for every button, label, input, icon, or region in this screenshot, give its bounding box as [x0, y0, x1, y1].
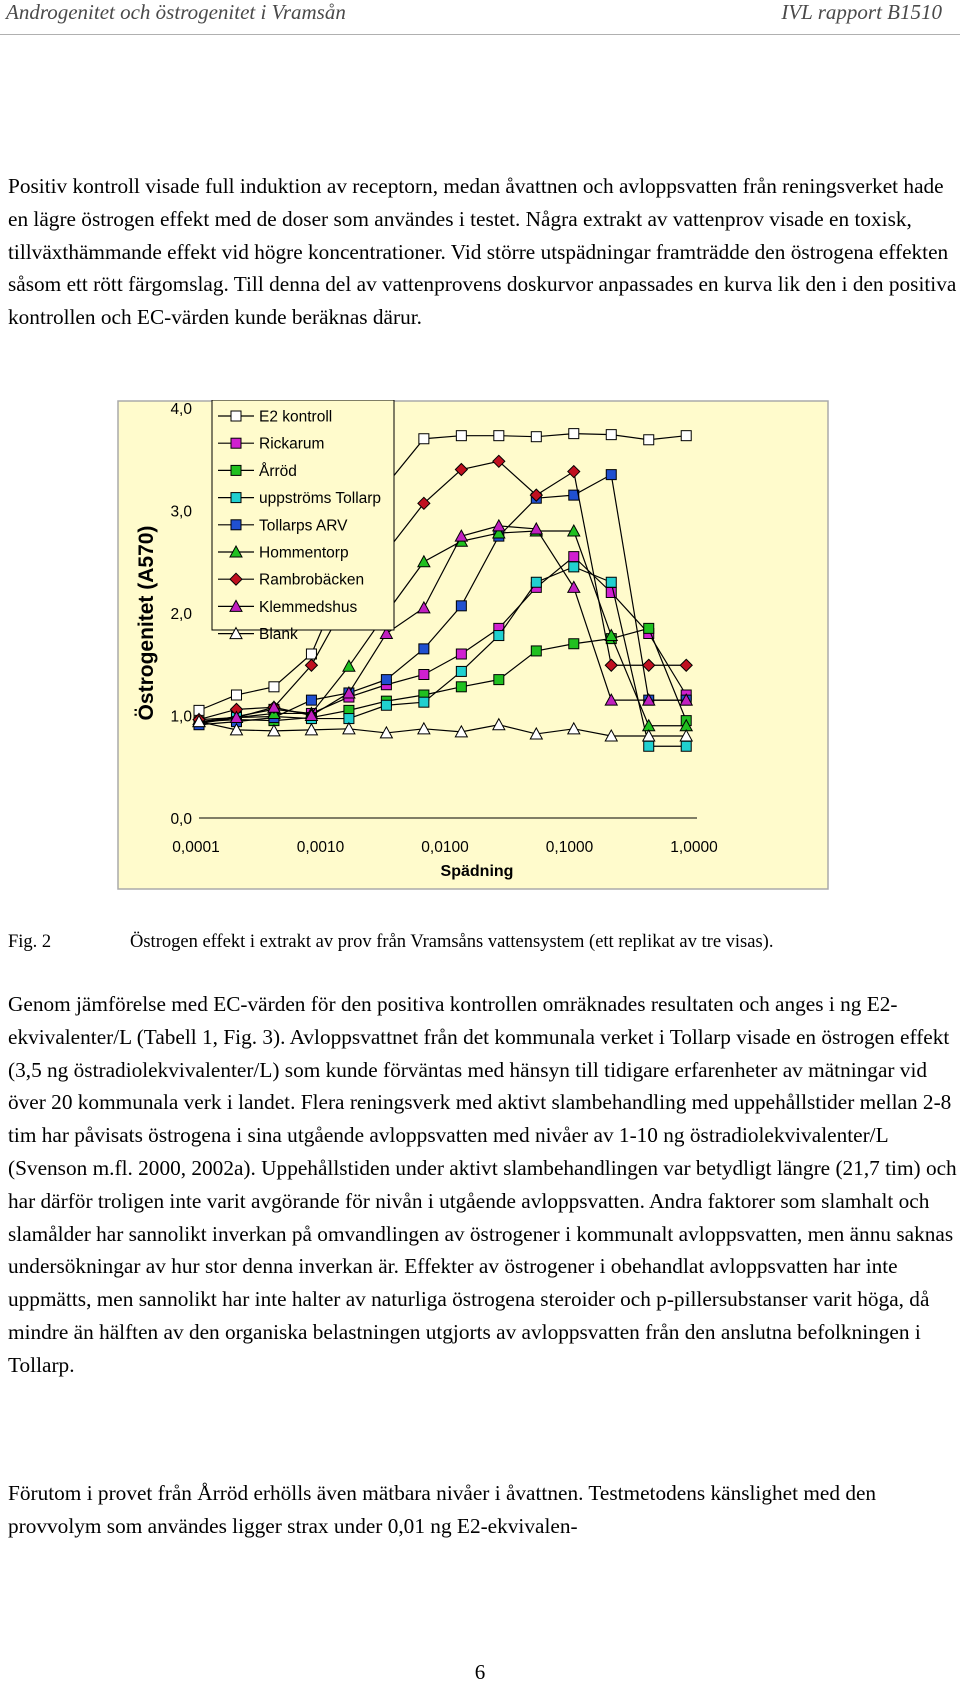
- legend-label: Blank: [259, 626, 298, 644]
- x-tick-label: 1,0000: [670, 839, 718, 856]
- data-point-tollarps-arv: [419, 644, 429, 654]
- data-point-rickarum: [419, 670, 429, 680]
- data-point--rr-d: [456, 682, 466, 692]
- data-point-e2-kontroll: [456, 431, 466, 441]
- data-point-uppstr-ms-tollarp: [681, 741, 691, 751]
- data-point-uppstr-ms-tollarp: [606, 577, 616, 587]
- x-tick-label: 0,0001: [172, 839, 220, 856]
- paragraph-sensitivity: Förutom i provet från Årröd erhölls även mätbara nivåer i åvattnen. Testmetodens känslighet med den provvolym som användes ligger strax under 0,01 ng E2-ekvivalen-: [8, 1481, 877, 1538]
- legend-label: Rambrobäcken: [259, 571, 365, 589]
- data-point-tollarps-arv: [606, 470, 616, 480]
- data-point--rr-d: [644, 623, 654, 633]
- y-tick-label: 1,0: [170, 708, 192, 726]
- x-tick-label: 0,1000: [545, 839, 594, 856]
- data-point-e2-kontroll: [606, 430, 616, 440]
- figure-caption: Östrogen effekt i extrakt av prov från Vramsåns vattensystem (ett replikat av tre visas).: [130, 932, 774, 952]
- running-header-report: IVL rapport B1510: [781, 0, 942, 24]
- y-axis-title: Östrogenitet (A570): [135, 525, 158, 721]
- data-point-e2-kontroll: [269, 682, 279, 692]
- legend-label: uppströms Tollarp: [259, 490, 382, 508]
- figure-chart: [117, 400, 829, 890]
- page-number: 6: [474, 1660, 486, 1684]
- legend-marker: [231, 438, 241, 448]
- legend-marker: [231, 465, 241, 475]
- x-tick-label: 0,0100: [421, 839, 469, 856]
- legend-marker: [231, 493, 241, 503]
- data-point-e2-kontroll: [531, 432, 541, 442]
- data-point-e2-kontroll: [306, 649, 316, 659]
- legend-label: Klemmedshus: [259, 598, 358, 616]
- data-point-rickarum: [569, 552, 579, 562]
- x-tick-label: 0,0010: [296, 839, 345, 856]
- paragraph-results: Genom jämförelse med EC-värden för den positiva kontrollen omräknades resultaten och anges i ng E2-ekvivalenter/L (Tabell 1, Fig. 3). Avloppsvattnet från det kommunala verket i Tollarp visade en östrogen effekt (3,5 ng östradiolekvivalenter/L) som kunde förväntas med hänsyn till tidigare erfarenheter av mätningar vid över 20 kommunala verk i landet. Flera reningsverk med aktivt slambehandling med uppehållstider mellan 2-8 tim har påvisats östrogena i sina utgående avloppsvatten med nivåer av 1-10 ng östradiolekvivalenter/L (Svenson m.fl. 2000, 2002a). Uppehållstiden under aktivt slambehandlingen var betydligt längre (21,7 tim) och har därför troligen inte varit avgörande för nivån i utgående avloppsvatten. Andra faktorer som slamhalt och slamålder har sannolikt inverkan på omvandlingen av östrogener i kommunalt avloppsvatten, men ännu saknas undersökningar av hur stor denna inverkan är. Effekter av östrogener i obehandlat avloppsvatten har inte uppmätts, men sannolikt har inte halter av naturliga östrogena steroider och p-pillersubstanser varit höga, då mindre än hälften av den organiska belastningen utgjorts av avloppsvatten från den anslutna befolkningen i Tollarp.: [8, 992, 957, 1377]
- legend-label: Tollarps ARV: [259, 517, 348, 535]
- running-header-title: Androgenitet och östrogenitet i Vramsån: [6, 0, 346, 24]
- legend-label: Hommentorp: [259, 544, 349, 562]
- data-point-rickarum: [456, 649, 466, 659]
- chart-svg: [117, 400, 829, 890]
- data-point--rr-d: [494, 675, 504, 685]
- data-point-uppstr-ms-tollarp: [381, 700, 391, 710]
- data-point-e2-kontroll: [644, 435, 654, 445]
- data-point-uppstr-ms-tollarp: [644, 741, 654, 751]
- y-tick-label: 0,0: [170, 811, 192, 828]
- data-point-e2-kontroll: [419, 434, 429, 444]
- x-axis-title: Spädning: [440, 863, 514, 880]
- data-point-uppstr-ms-tollarp: [531, 577, 541, 587]
- header-rule: [0, 34, 960, 35]
- y-tick-label: 3,0: [170, 503, 192, 521]
- legend-label: E2 kontroll: [259, 408, 333, 426]
- legend-box: [212, 400, 394, 630]
- data-point-e2-kontroll: [681, 431, 691, 441]
- data-point--rr-d: [531, 646, 541, 656]
- data-point-e2-kontroll: [569, 429, 579, 439]
- data-point-tollarps-arv: [381, 675, 391, 685]
- data-point-uppstr-ms-tollarp: [456, 666, 466, 676]
- data-point-uppstr-ms-tollarp: [494, 631, 504, 641]
- legend-label: Årröd: [259, 462, 297, 480]
- legend-marker: [231, 520, 241, 530]
- data-point-e2-kontroll: [231, 690, 241, 700]
- data-point-tollarps-arv: [456, 601, 466, 611]
- y-tick-label: 4,0: [170, 401, 192, 418]
- data-point-uppstr-ms-tollarp: [569, 562, 579, 572]
- figure-number: Fig. 2: [8, 932, 52, 952]
- data-point-e2-kontroll: [494, 431, 504, 441]
- data-point--rr-d: [569, 639, 579, 649]
- legend-label: Rickarum: [259, 435, 325, 453]
- legend-marker: [231, 411, 241, 421]
- y-tick-label: 2,0: [170, 606, 192, 623]
- paragraph-intro: Positiv kontroll visade full induktion av receptorn, medan åvattnen och avloppsvatten från reningsverket hade en lägre östrogen effekt med de doser som användes i testet. Några extrakt av vattenprov visade en toxisk, tillväxthämmande effekt vid högre koncentrationer. Vid större utspädningar framträdde den östrogena effekten såsom ett rött färgomslag. Till denna del av vattenprovens doskurvor anpassades en kurva lik den i den positiva kontrollen och EC-värden kunde beräknas därur.: [8, 174, 957, 330]
- data-point-tollarps-arv: [306, 695, 316, 705]
- data-point-uppstr-ms-tollarp: [419, 697, 429, 707]
